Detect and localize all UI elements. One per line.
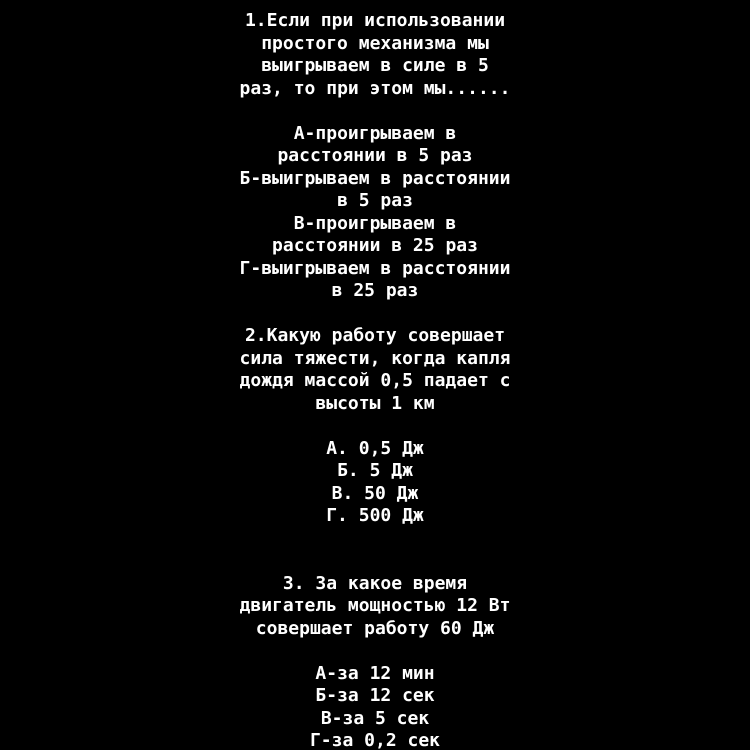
question-3: [0, 573, 750, 641]
q1-option-c-line-1: В-проигрываем в: [293, 212, 457, 234]
q2-option-a: А. 0,5 Дж: [326, 437, 424, 459]
q1-option-a-line-1: А-проигрываем в: [293, 122, 457, 144]
q1-option-d-line-1: Г-выигрываем в расстоянии: [239, 257, 511, 279]
q2-option-c: В. 50 Дж: [331, 482, 419, 504]
question-1-options: [0, 123, 750, 303]
question-1: [0, 10, 750, 100]
q2-option-b: Б. 5 Дж: [337, 460, 413, 481]
q1-option-b-line-2: в 5 раз: [337, 190, 413, 211]
q2-option-d: Г. 500 Дж: [326, 505, 424, 526]
q3-option-d: Г-за 0,2 сек: [309, 730, 441, 750]
question-3-line-2: двигатель мощностью 12 Вт: [239, 595, 511, 616]
spacer: [0, 303, 750, 326]
question-1-line-1: 1.Если при использовании: [244, 10, 506, 31]
question-1-line-2: простого механизма мы: [261, 32, 489, 54]
spacer: [0, 415, 750, 438]
spacer: [0, 640, 750, 663]
q1-option-a-line-2: расстоянии в 5 раз: [277, 145, 473, 166]
q1-option-c-line-2: расстоянии в 25 раз: [272, 235, 478, 256]
question-1-line-3: выигрываем в силе в 5: [261, 55, 489, 76]
q1-option-b-line-1: Б-выигрываем в расстоянии: [239, 167, 511, 189]
q3-option-b: Б-за 12 сек: [315, 685, 435, 706]
q3-option-a: А-за 12 мин: [315, 662, 435, 684]
question-3-line-1: 3. За какое время: [282, 572, 468, 594]
spacer: [0, 100, 750, 123]
question-2-line-4: высоты 1 км: [315, 392, 435, 414]
question-1-line-4: раз, то при этом мы......: [239, 77, 511, 99]
spacer: [0, 528, 750, 573]
question-2-line-1: 2.Какую работу совершает: [244, 325, 506, 346]
q1-option-d-line-2: в 25 раз: [331, 280, 419, 301]
question-2-options: [0, 438, 750, 528]
question-2: [0, 325, 750, 415]
question-2-line-3: дождя массой 0,5 падает с: [239, 370, 511, 391]
q3-option-c: В-за 5 сек: [320, 707, 430, 729]
question-3-options: [0, 663, 750, 750]
question-3-line-3: совершает работу 60 Дж: [255, 617, 495, 639]
question-2-line-2: сила тяжести, когда капля: [239, 347, 511, 369]
